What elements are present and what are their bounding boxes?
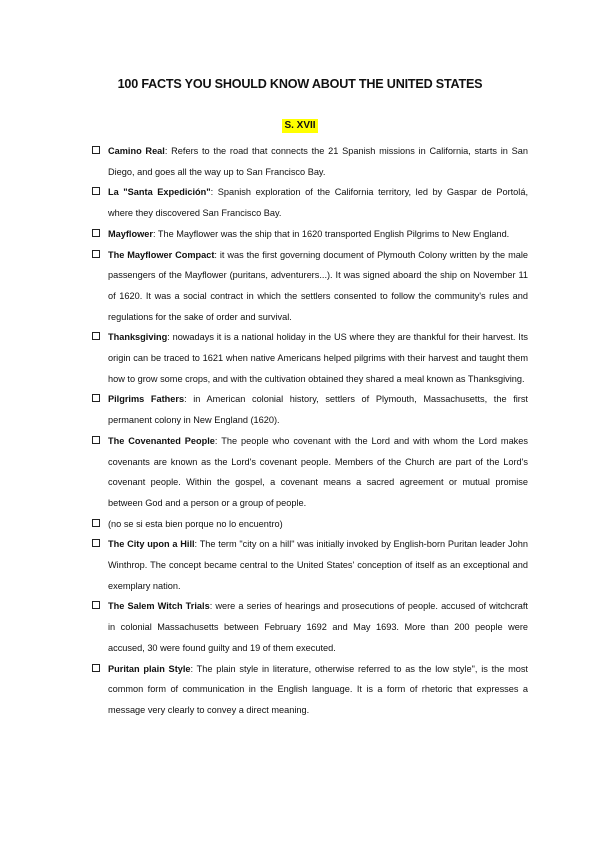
checkbox-icon[interactable] [92,436,100,444]
fact-separator: : [210,187,218,198]
list-item [92,514,528,535]
fact-text: were a series of hearings and prosecutions of people. accused of witchcraft in colonial Massachusetts between February 1692 and May 1693. More than 200 people were accused, 30 were found guilty and 19 of them executed. [108,601,528,653]
section-heading-wrap [0,115,600,133]
fact-text: it was the first governing document of Plymouth Colony written by the male passengers of the Mayflower (puritans, adventurers...). It was signed aboard the ship on November 11 of 1620. It was a social contract in which the settlers consented to follow the community's rules and regulations for the sake of order and survival. [108,249,528,322]
checkbox-icon[interactable] [92,519,100,527]
fact-separator: : [164,146,172,156]
fact-text: Spanish exploration of the California territory, led by Gaspar de Portolá, where they discovered San Francisco Bay. [108,187,528,219]
fact-separator: : [194,539,200,550]
fact-text: in American colonial history, settlers of Plymouth, Massachusetts, the first permanent colony in New England (1620). [108,394,528,426]
fact-text: The term "city on a hill" was initially invoked by English-born Puritan leader John Winthrop. The concept became central to the United States' conception of itself as an exceptional and exemplary nation. [108,539,528,591]
list-item [92,224,528,245]
checkbox-icon[interactable] [92,229,100,237]
fact-term: The Covenanted People [108,435,215,446]
fact-text: Refers to the road that connects the 21 Spanish missions in California, starts in San Diego, and goes all the way up to San Francisco Bay. [108,146,529,177]
checkbox-icon[interactable] [92,250,100,258]
checkbox-icon[interactable] [92,664,100,672]
fact-term: Puritan plain Style [108,663,191,674]
checkbox-icon[interactable] [92,332,100,340]
fact-term: The Mayflower Compact [108,249,215,260]
list-item [92,141,528,182]
list-item [92,596,528,658]
fact-text: nowadays it is a national holiday in the US where they are thankful for their harvest. Its origin can be traced to 1621 when native Americans helped pilgrims with their harvest and taught them how to grow some crops, and with the cultivation obtained they shared a meal known as Thanksgiving. [108,332,528,384]
list-item [92,245,528,328]
fact-separator: : [190,663,197,674]
fact-text: The plain style in literature, otherwise referred to as the low style", is the most common form of communication in the English language. It is a form of rhetoric that expresses a message very clearly to convey a direct meaning. [108,663,528,715]
fact-separator: : [209,601,216,612]
fact-text: The Mayflower was the ship that in 1620 transported English Pilgrims to New England. [157,228,510,239]
fact-term: Mayflower [108,228,153,239]
fact-term: Camino Real [108,146,165,156]
checkbox-icon[interactable] [92,601,100,609]
fact-separator: : [214,249,220,260]
fact-term: Pilgrims Fathers [108,394,185,405]
checkbox-icon[interactable] [92,539,100,547]
facts-list [92,141,528,721]
list-item [92,659,528,721]
fact-term: The City upon a Hill [108,539,195,550]
fact-separator: : [167,332,173,343]
list-item [92,327,528,389]
fact-term: Thanksgiving [108,332,168,343]
fact-term: The Salem Witch Trials [108,601,210,612]
list-item [92,431,528,514]
checkbox-icon[interactable] [92,187,100,195]
checkbox-icon[interactable] [92,146,100,154]
list-item [92,534,528,596]
fact-separator: : [184,394,194,405]
fact-separator: : [152,228,158,239]
section-label: S. XVII [284,120,316,131]
list-item [92,389,528,430]
list-item [92,182,528,223]
fact-term: La "Santa Expedición" [108,187,211,198]
fact-separator: : [214,435,222,446]
fact-text: The people who covenant with the Lord and with whom the Lord makes covenants are known as the Lord's covenant people. Members of the Church are part of the Lord's covenant people. Within the gospel, a covenant means a sacred agreement or mutual promise between God and a person or a group of people. [108,435,528,508]
fact-text: (no se si esta bien porque no lo encuentro) [108,518,283,529]
checkbox-icon[interactable] [92,394,100,402]
page-title: 100 FACTS YOU SHOULD KNOW ABOUT THE UNITED STATES [117,77,483,91]
